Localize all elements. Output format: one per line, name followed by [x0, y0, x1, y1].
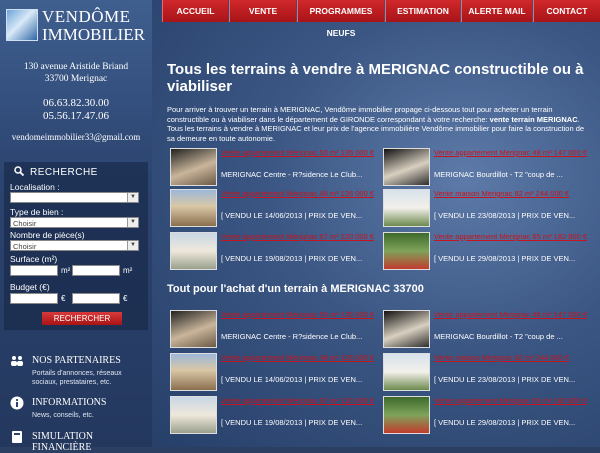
listing-card[interactable]	[383, 189, 593, 229]
logo-text-line1: VENDÔME	[42, 7, 131, 26]
nav-programmes-neufs[interactable]: PROGRAMMES NEUFS	[297, 0, 384, 22]
logo-text-line2: IMMOBILIER	[42, 25, 145, 44]
listing-card[interactable]	[383, 232, 593, 272]
nav-alerte-mail[interactable]: ALERTE MAIL	[461, 0, 532, 22]
listing-photo[interactable]	[383, 353, 430, 391]
nav-estimation[interactable]: ESTIMATION	[385, 0, 460, 22]
budget-max-unit: €	[123, 294, 128, 303]
listing-title-link[interactable]: Vente maison Merignac 82 m² 244 000 €	[434, 353, 570, 362]
listing-photo[interactable]	[170, 189, 217, 227]
listing-card[interactable]	[383, 396, 593, 436]
chevron-down-icon: ▼	[127, 218, 138, 227]
listing-photo[interactable]	[170, 232, 217, 270]
intro-keyword: vente terrain MERIGNAC	[489, 114, 578, 124]
listing-title-link[interactable]: Vente appartement Merignac 65 m² 182 800 €	[434, 232, 588, 241]
budget-min-input[interactable]	[10, 293, 58, 304]
listing-card[interactable]	[170, 310, 380, 350]
main-content	[152, 0, 600, 447]
search-icon	[14, 166, 24, 176]
listing-desc: [ VENDU LE 29/08/2013 | PRIX DE VEN...	[434, 254, 576, 263]
sidebar	[0, 0, 152, 453]
listing-desc: MERIGNAC Centre - R?sidence Le Club...	[221, 332, 363, 341]
surface-max-input[interactable]	[72, 265, 120, 276]
chevron-down-icon: ▼	[127, 193, 138, 202]
calculator-icon	[10, 430, 24, 444]
listing-card[interactable]	[170, 353, 380, 393]
logo[interactable]	[6, 6, 146, 44]
listing-desc: [ VENDU LE 23/08/2013 | PRIX DE VEN...	[434, 375, 576, 384]
listing-card[interactable]	[170, 148, 380, 188]
surface-max-unit: m²	[123, 266, 133, 275]
listing-card[interactable]	[170, 189, 380, 229]
listing-desc: [ VENDU LE 14/06/2013 | PRIX DE VEN...	[221, 375, 363, 384]
budget-min-unit: €	[61, 294, 66, 303]
listing-title-link[interactable]: Vente appartement Merignac 48 m² 147 000 €	[434, 148, 588, 157]
nav-accueil[interactable]: ACCUEIL	[162, 0, 228, 22]
intro-text-part: Pour arriver à trouver un terrain à MERIGNAC, Vendôme immobilier propage ci-dessous tout pour acheter un terrain constructible ou à viabiliser dans le département de GIRONDE correspondant à votre recherche:	[167, 105, 553, 124]
listing-desc: MERIGNAC Centre - R?sidence Le Club...	[221, 170, 363, 179]
listing-title-link[interactable]: Vente appartement Merignac 65 m² 182 800 €	[434, 396, 588, 405]
intro-text	[167, 105, 592, 143]
type-select-value: Choisir	[13, 219, 37, 228]
phone-landline: 05.56.17.47.06	[43, 110, 109, 122]
listing-title-link[interactable]: Vente appartement Merignac 67 m² 120 000 €	[221, 232, 375, 241]
partners-desc: Portails d'annonces, réseaux sociaux, prestataires, etc.	[32, 370, 122, 386]
address-city: 33700 Merignac	[44, 74, 108, 84]
listing-title-link[interactable]: Vente appartement Merignac 50 m² 135 000 €	[221, 310, 375, 319]
rooms-select[interactable]	[10, 240, 139, 251]
search-panel	[4, 162, 148, 330]
listing-photo[interactable]	[170, 353, 217, 391]
listing-desc: [ VENDU LE 29/08/2013 | PRIX DE VEN...	[434, 418, 576, 427]
contact-email[interactable]: vendomeimmobilier33@gmail.com	[11, 132, 141, 142]
listing-card[interactable]	[170, 232, 380, 272]
listing-photo[interactable]	[383, 396, 430, 434]
listing-title-link[interactable]: Vente appartement Merignac 48 m² 126 000 €	[221, 189, 375, 198]
listing-desc: [ VENDU LE 23/08/2013 | PRIX DE VEN...	[434, 211, 576, 220]
rooms-label: Nombre de pièce(s)	[10, 230, 85, 240]
listing-title-link[interactable]: Vente maison Merignac 82 m² 244 000 €	[434, 189, 570, 198]
type-label: Type de bien :	[10, 207, 64, 217]
surface-min-unit: m²	[61, 266, 71, 275]
search-title: RECHERCHE	[30, 167, 98, 178]
listing-photo[interactable]	[383, 232, 430, 270]
type-select[interactable]	[10, 217, 139, 228]
localisation-select[interactable]	[10, 192, 139, 203]
address-street: 130 avenue Aristide Briand	[23, 62, 129, 72]
phone-mobile: 06.63.82.30.00	[43, 97, 109, 109]
nav-contact[interactable]: CONTACT	[533, 0, 600, 22]
info-icon	[10, 396, 24, 410]
localisation-label: Localisation :	[10, 182, 60, 192]
listing-title-link[interactable]: Vente appartement Merignac 50 m² 135 000 €	[221, 148, 375, 157]
budget-max-input[interactable]	[72, 293, 120, 304]
informations-desc: News, conseils, etc.	[32, 412, 94, 419]
budget-label: Budget (€)	[10, 282, 50, 292]
listing-photo[interactable]	[170, 396, 217, 434]
page-title: Tous les terrains à vendre à MERIGNAC constructible ou à viabiliser	[167, 61, 584, 95]
section-title: Tout pour l'achat d'un terrain à MERIGNAC 33700	[167, 283, 424, 295]
surface-label: Surface (m²)	[10, 254, 58, 264]
search-button[interactable]: RECHERCHER	[42, 312, 122, 325]
listing-desc: [ VENDU LE 19/08/2013 | PRIX DE VEN...	[221, 418, 363, 427]
simulation-title: SIMULATION FINANCIÈRE	[32, 431, 94, 453]
logo-mark-icon	[6, 9, 38, 41]
listing-photo[interactable]	[383, 310, 430, 348]
chevron-down-icon: ▼	[127, 241, 138, 250]
listing-card[interactable]	[383, 353, 593, 393]
listing-photo[interactable]	[383, 148, 430, 186]
listing-card[interactable]	[383, 310, 593, 350]
partners-title: NOS PARTENAIRES	[32, 355, 121, 366]
listing-title-link[interactable]: Vente appartement Merignac 67 m² 120 000 €	[221, 396, 375, 405]
listing-desc: [ VENDU LE 19/08/2013 | PRIX DE VEN...	[221, 254, 363, 263]
intro-text-part: . Tous les terrains à vendre à MERIGNAC et leur prix de l'agence immobilière Vendôme immobilier pour faire la construction de sa demeure en toute autonomie.	[167, 114, 585, 143]
listing-photo[interactable]	[170, 310, 217, 348]
listing-card[interactable]	[170, 396, 380, 436]
listing-title-link[interactable]: Vente appartement Merignac 48 m² 147 000 €	[434, 310, 588, 319]
listing-title-link[interactable]: Vente appartement Merignac 48 m² 126 000 €	[221, 353, 375, 362]
rooms-select-value: Choisir	[13, 242, 37, 251]
listing-desc: MERIGNAC Bourdillot - T2 "coup de ...	[434, 332, 563, 341]
listing-desc: MERIGNAC Bourdillot - T2 "coup de ...	[434, 170, 563, 179]
surface-min-input[interactable]	[10, 265, 58, 276]
listing-photo[interactable]	[170, 148, 217, 186]
nav-vente[interactable]: VENTE	[229, 0, 296, 22]
listing-desc: [ VENDU LE 14/06/2013 | PRIX DE VEN...	[221, 211, 363, 220]
users-icon	[10, 354, 24, 368]
informations-title: INFORMATIONS	[32, 397, 107, 408]
listing-card[interactable]	[383, 148, 593, 188]
listing-photo[interactable]	[383, 189, 430, 227]
